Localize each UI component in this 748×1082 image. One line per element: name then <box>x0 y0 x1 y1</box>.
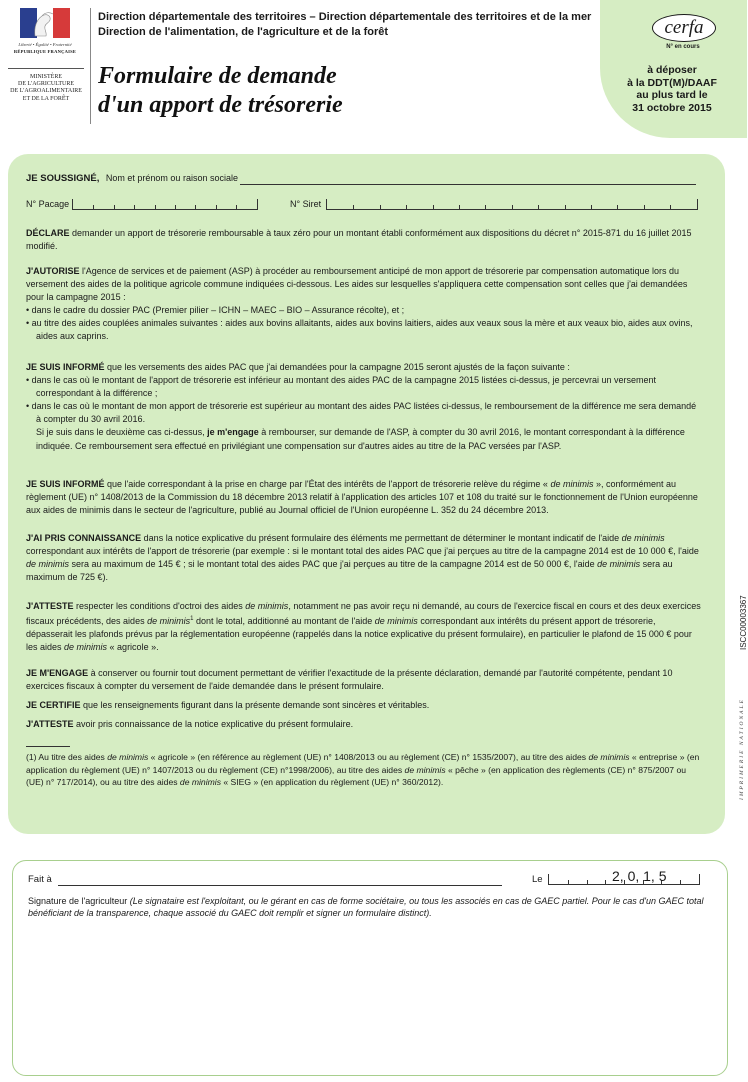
certifie-paragraph: JE CERTIFIE que les renseignements figurant dans la présente demande sont sincères et véritables. <box>26 700 430 710</box>
footnote-rule <box>26 746 70 747</box>
deadline-notice: à déposer à la DDT(M)/DAAF au plus tard le 31 octobre 2015 <box>627 64 717 114</box>
header-divider <box>90 8 91 124</box>
ministry-name: MINISTÈRE DE L'AGRICULTURE DE L'AGROALIMENTAIRE ET DE LA FORÊT <box>10 74 82 102</box>
soussigne-label: JE SOUSSIGNÉ, <box>26 173 100 184</box>
autorise-paragraph: J'AUTORISE l'Agence de services et de paiement (ASP) à procéder au remboursement anticipé de mon apport de trésorerie par compensation automatique lors du versement des aides de la politique agricole commune indiquées ci-dessous. Les aides sur lesquelles s'appliquera cette compensation sont celles que j'ai demandées pour la campagne 2015 : • dans le cadre du dossier PAC (Premier pilier – ICHN – MAEC – BIO – Assurance récolte), et ; • au titre des aides couplées animales suivantes : aides aux bovins allaitants, aides aux bovins laitiers, aides aux veaux sous la mère et aux veaux bio, aides aux ovins, aides aux caprins. <box>26 265 702 344</box>
informe-bullet-1: • dans le cas où le montant de l'apport de trésorerie est inférieur au montant des aides PAC de la campagne 2015 listées ci-dessus, je percevrai un versement correspondant à la différence ; <box>26 374 702 400</box>
siret-label: N° Siret <box>290 199 322 209</box>
footnote: (1) Au titre des aides de minimis « agricole » (en référence au règlement (UE) n° 1408/2013 ou au règlement (CE) n° 1535/2007), au titre des aides de minimis « entreprise » (en application du règlement (UE) n° 1407/2013 ou du règlement (CE) n°1998/2006), au titre des aides de minimis « pêche » (en application des règlements (CE) n° 875/2007 ou (UE) n° 717/2014), ou au titre des aides de minimis « SIEG » (en application du règlement (UE) n° 360/2012). <box>26 752 700 788</box>
republique-francaise-logo <box>6 6 84 64</box>
informe-paragraph-2: JE SUIS INFORMÉ que l'aide correspondant à la prise en charge par l'État des intérêts de l'apport de trésorerie relève du régime « de minimis », conformément au règlement (UE) n° 1408/2013 de la Commission du 18 décembre 2013 relatif à l'application des articles 107 et 108 du traité sur le fonctionnement de l'Union européenne aux aides de minimis dans le secteur de l'agriculture, publié au Journal officiel de l'Union européenne L. 352 du 24 décembre 2013. <box>26 479 698 516</box>
name-input[interactable] <box>240 184 696 185</box>
engage-paragraph: JE M'ENGAGE à conserver ou fournir tout document permettant de vérifier l'exactitude de la présente déclaration, demandé par l'autorité compétente, pendant 10 exercices fiscaux à compter du versement de l'aide demandée dans le présent formulaire. <box>26 668 673 692</box>
informe-paragraph-1: JE SUIS INFORMÉ que les versements des aides PAC que j'ai demandées pour la campagne 2015 seront ajustés de la façon suivante : • dans le cas où le montant de l'apport de trésorerie est inférieur au montant des aides PAC de la campagne 2015 listées ci-dessus, je percevrai un versement correspondant à la différence ; • dans le cas où le montant de mon apport de trésorerie est supérieur au montant des aides PAC listées ci-dessus, le remboursement de la différence me sera demandé à compter du 30 avril 2016. Si je suis dans le deuxième cas ci-dessus, je m'engage à rembourser, sur demande de l'ASP, à compter du 30 avril 2016, le montant correspondant à la différence indiquée. Ce remboursement sera effectué en privilégiant une compensation sur d'autres aides au titre de la PAC versées par l'ASP. <box>26 361 702 453</box>
direction-line-1: Direction départementale des territoires – Direction départementale des territoires et de la mer <box>98 11 592 23</box>
signature-label: Signature de l'agriculteur <box>28 896 128 906</box>
name-label: Nom et prénom ou raison sociale <box>105 173 238 183</box>
cerfa-number: N° en cours <box>666 44 700 50</box>
signature-note: (Le signataire est l'exploitant, ou le gérant en cas de forme sociétaire, ou tous les associés en cas de GAEC partiel. Pour le cas d'un GAEC total bénéficiant de la transparence, chaque associé du GAEC doit remplir et signer un formulaire distinct). <box>28 896 704 919</box>
marianne-icon <box>20 8 70 38</box>
form-code: ISCC00003367 <box>739 595 748 650</box>
soussigne-row <box>26 172 238 185</box>
cerfa-logo: cerfa <box>652 14 716 42</box>
logo-divider <box>8 68 84 69</box>
republic-motto: Liberté • Égalité • Fraternité <box>18 42 72 47</box>
declare-paragraph: DÉCLARE demander un apport de trésorerie remboursable à taux zéro pour un montant établi conformément aux dispositions du décret n° 2015-871 du 16 juillet 2015 modifié. <box>26 228 692 252</box>
atteste-paragraph-2: J'ATTESTE avoir pris connaissance de la notice explicative du présent formulaire. <box>26 719 354 729</box>
signature-area[interactable] <box>28 930 718 1066</box>
informe-indent: Si je suis dans le deuxième cas ci-dessus, je m'engage à rembourser, sur demande de l'ASP, à compter du 30 avril 2016, le montant correspondant à la différence indiquée. Ce remboursement sera effectué en privilégiant une compensation sur d'autres aides au titre de la PAC versées par l'ASP. <box>36 427 685 451</box>
le-label: Le <box>532 874 543 885</box>
date-year: 2, 0, 1, 5 <box>612 868 667 884</box>
republic-name: RÉPUBLIQUE FRANÇAISE <box>13 49 77 54</box>
printer-label: IMPRIMERIE NATIONALE <box>739 698 745 800</box>
footnote-ref: 1 <box>190 616 194 623</box>
pacage-label: N° Pacage <box>26 199 70 209</box>
form-title: Formulaire de demande d'un apport de trésorerie <box>98 63 343 118</box>
signature-instructions <box>28 895 718 920</box>
atteste-paragraph-1: J'ATTESTE respecter les conditions d'octroi des aides de minimis, notamment ne pas avoir reçu ni demandé, au cours de l'exercice fiscal en cours et des deux exercices fiscaux précédents, des aides de minimis$^1$ dont le total, additionné au montant de l'aide de minimis correspondant aux intérêts du présent apport de trésorerie, dépasserait les plafonds prévus par la réglementation européenne (rappelés dans la notice explicative du présent formulaire), en particulier le plafond de 15 000 € pour les aides de minimis « agricole ». <box>26 601 701 653</box>
autorise-bullet-1: • dans le cadre du dossier PAC (Premier pilier – ICHN – MAEC – BIO – Assurance récolte), et ; <box>26 304 702 317</box>
fait-input[interactable] <box>58 885 502 886</box>
autorise-bullet-2: • au titre des aides couplées animales suivantes : aides aux bovins allaitants, aides aux bovins laitiers, aides aux veaux sous la mère et aux veaux bio, aides aux ovins, aides aux caprins. <box>26 317 702 343</box>
connaissance-paragraph: J'AI PRIS CONNAISSANCE dans la notice explicative du présent formulaire des éléments me permettant de déterminer le montant indicatif de l'aide de minimis correspondant aux intérêts de l'apport de trésorerie (par exemple : si le montant total des aides PAC que j'ai perçues au titre de la campagne 2014 est de 10 000 €, l'aide de minimis sera au maximum de 145 € ; si le montant total des aides PAC que j'ai perçues au titre de la campagne 2014 est de 50 000 €, l'aide de minimis sera au maximum de 725 €). <box>26 533 699 583</box>
pacage-input[interactable] <box>72 199 258 210</box>
direction-line-2: Direction de l'alimentation, de l'agriculture et de la forêt <box>98 26 389 38</box>
siret-input[interactable] <box>326 199 698 210</box>
informe-bullet-2: • dans le cas où le montant de mon apport de trésorerie est supérieur au montant des aides PAC listées ci-dessus, le remboursement de la différence me sera demandé à compter du 30 avril 2016. <box>26 400 702 426</box>
fait-label: Fait à <box>28 874 52 885</box>
